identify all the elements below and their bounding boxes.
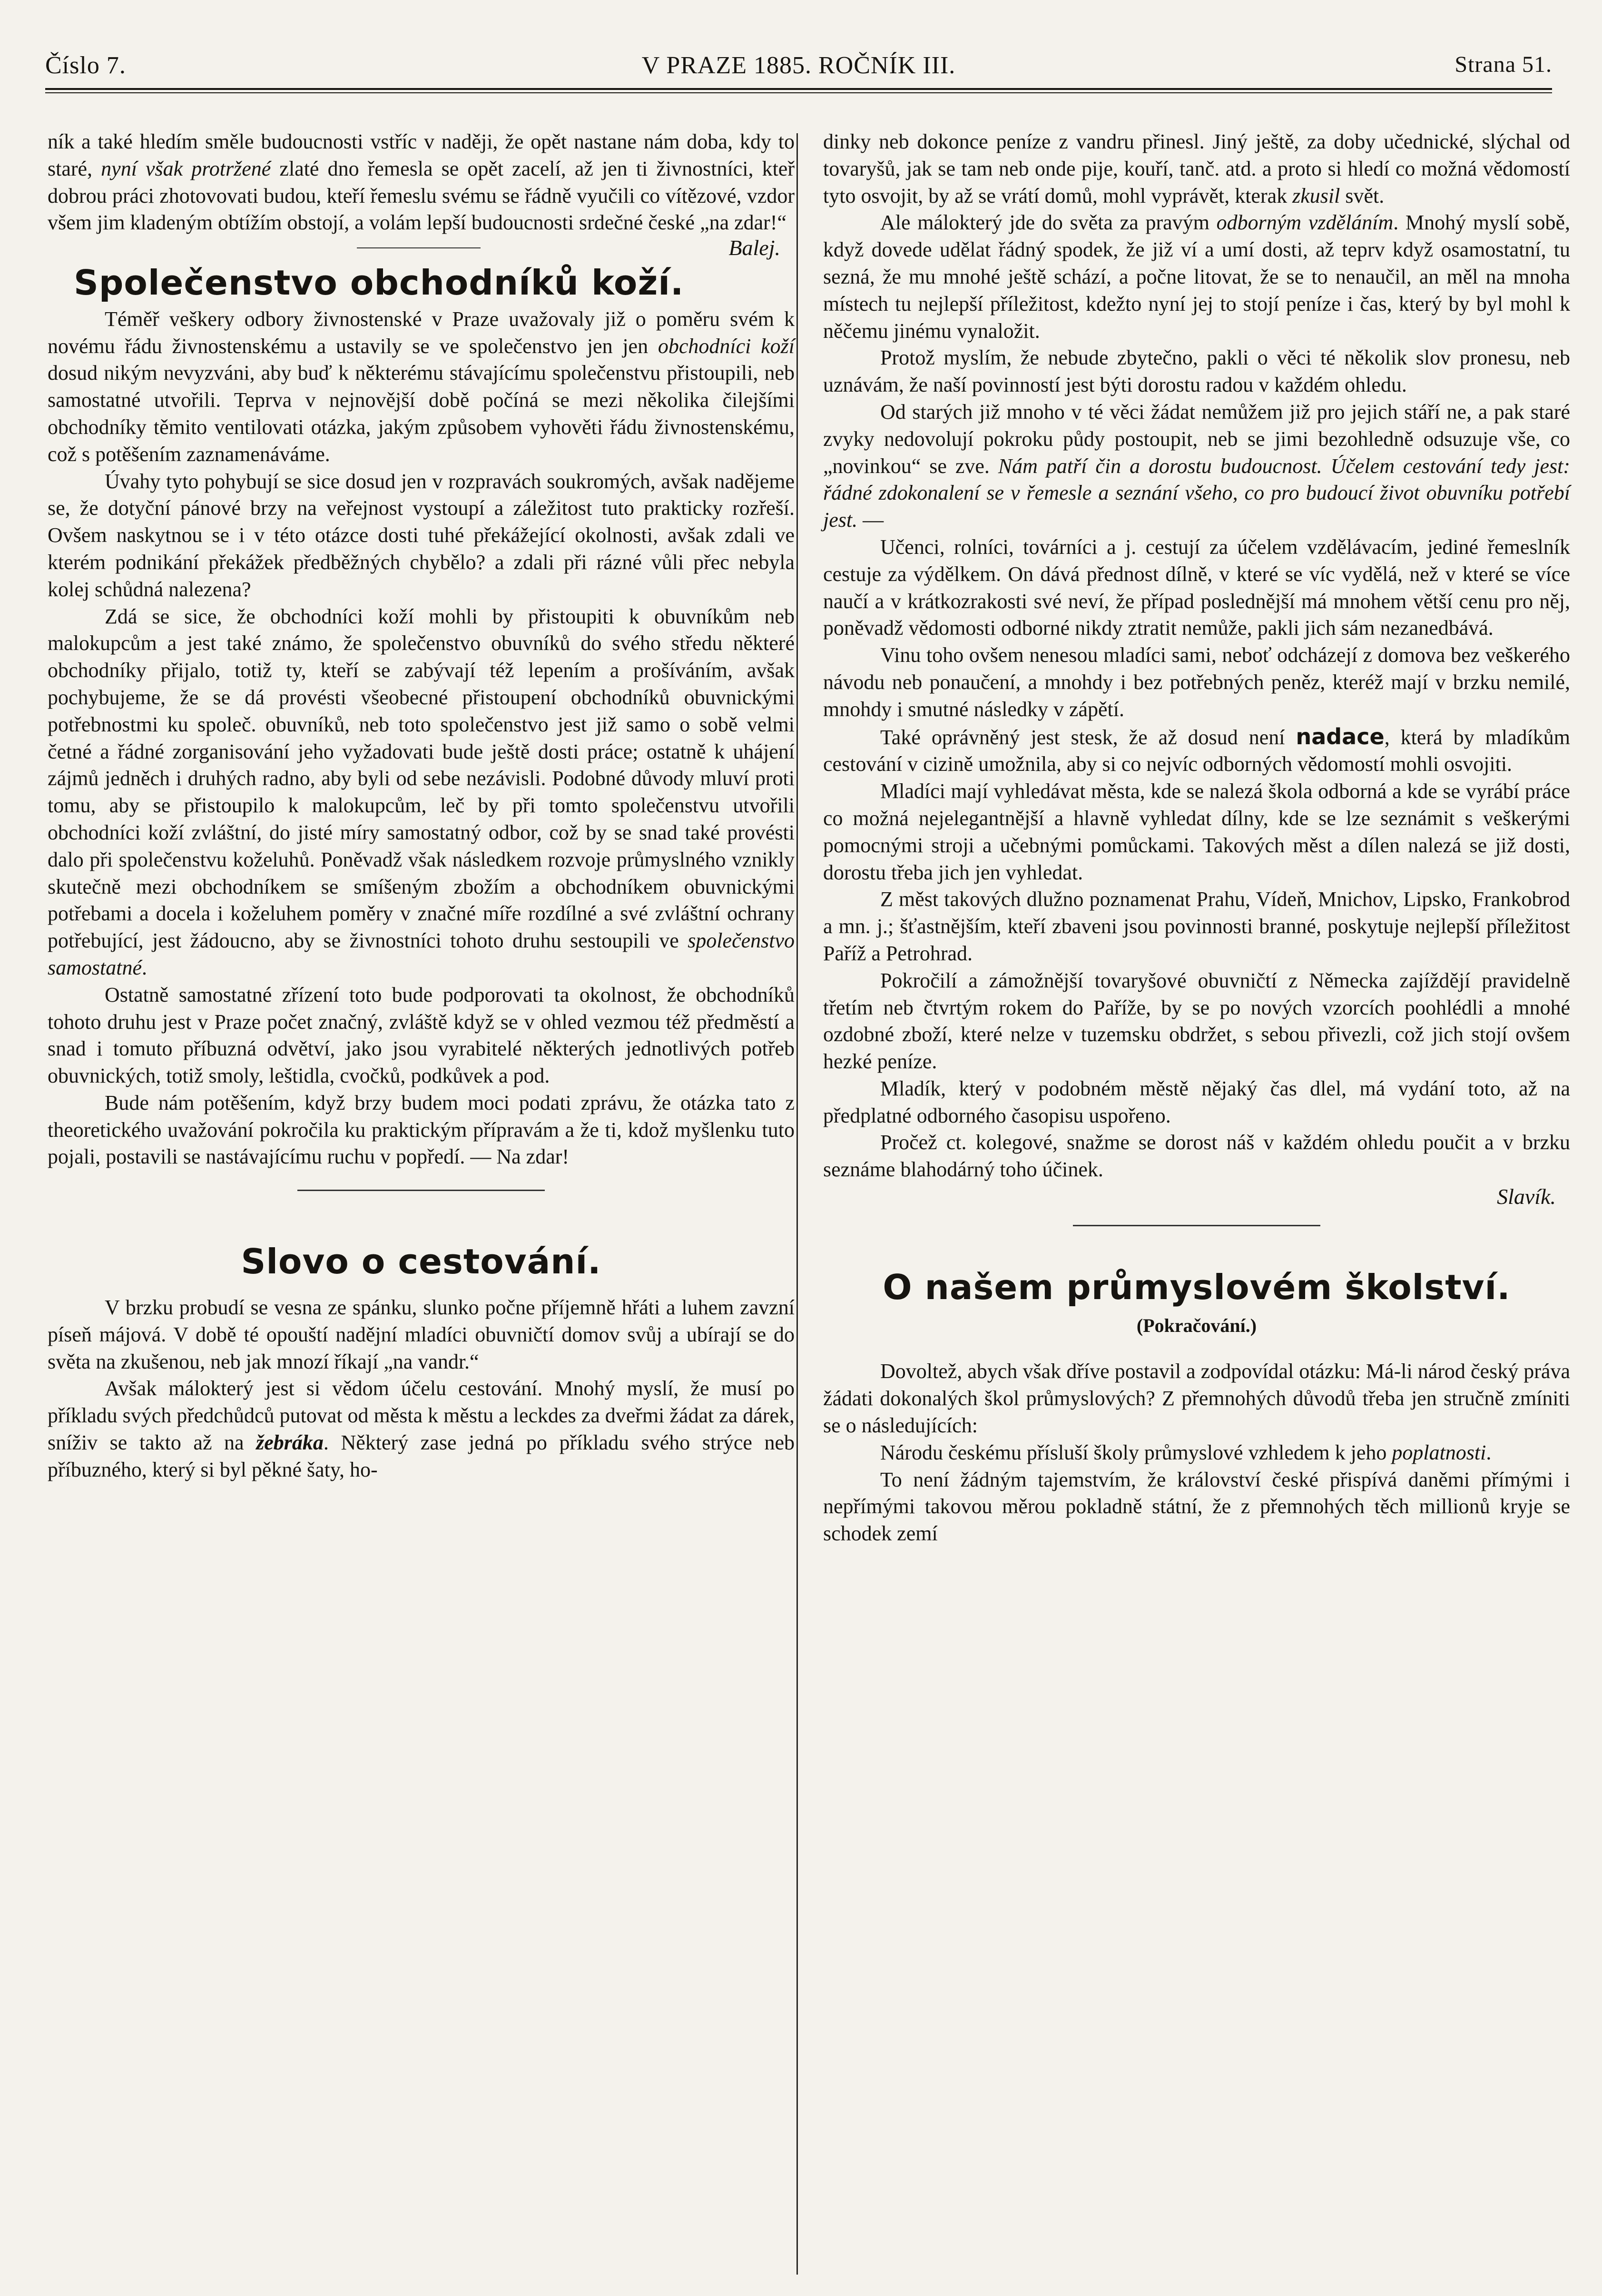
article2-paragraph-1: V brzku probudí se vesna ze spánku, slunko počne příjemně hřáti a luhem zavzní píseň májová. V době té opouští nadějní mladíci obuvničtí domov svůj a ubírají se do světa na zkušenou, neb jak mnozí říkají „na vandr.“ bbox=[48, 1296, 795, 1373]
right-paragraph-5: Učenci, rolníci, továrníci a j. cestují za účelem vzdělávacím, jediné řemeslník cestuje za výdělkem. On dává přednost dílně, v které se víc vydělá, než v které se více naučí a v krátkozrakosti své neví, že případ poslednější má mnohem větší cenu pro něj, poněvadž vědomosti odborné nikdy ztratit nemůže, pakli jich sám nezanedbává. bbox=[823, 535, 1570, 640]
article-title-spolecenstvo: Společenstvo obchodníků koží. bbox=[74, 262, 684, 303]
article1-paragraph-1: Téměř veškery odbory živnostenské v Praze uvažovaly již o poměru svém k novému řádu živnostenskému a ustavily se ve společenstvo jen jen obchodníci koží dosud nikým nevyzváni, aby buď k některému stávajícímu společenstvu přistoupili, neb samostatné utvořili. Teprva v nejnovější době počíná se mezi několika čilejšími obchodníky těmito ventilovati otázka, jakým způsobem vyhověti řádu živnostenskému, což s potěšením zaznamenáváme. bbox=[48, 307, 795, 466]
right-paragraph-4: Od starých již mnoho v té věci žádat nemůžem již pro jejich stáří ne, a pak staré zvyky nedovolují pokroku půdy postoupit, neb se jimi bezohledně odsuzuje vše, co „novinkou“ se zve. Nám patří čin a dorostu budoucnost. Účelem cestování tedy jest: řádné zdokonalení se v řemesle a seznání všeho, co pro budoucí život obuvníku potřebí jest. — bbox=[823, 400, 1570, 532]
article1-paragraph-2: Úvahy tyto pohybují se sice dosud jen v rozpravách soukromých, avšak nadějeme se, že dotyční pánové brzy na veřejnost vystoupí a záležitost tuto prakticky rozřeší. Ovšem naskytnou se i v této otázce dosti tuhé překážející okolnosti, avšak zdali ve kterém podnikání překážek předběžných chybělo? a zdali při rázné vůli přec nebyla kolej schůdná nalezena? bbox=[48, 469, 795, 601]
article-separator bbox=[297, 1190, 545, 1191]
article-title-cestovani: Slovo o cestování. bbox=[241, 1242, 601, 1282]
article-separator bbox=[357, 247, 481, 248]
right-paragraph-12: Pročež ct. kolegové, snažme se dorost náš v každém ohledu poučit a v brzku seznáme blahodárný toho účinek. bbox=[823, 1131, 1570, 1182]
intro-signature: Balej. bbox=[728, 236, 780, 260]
article1-paragraph-3: Zdá se sice, že obchodníci koží mohli by přistoupiti k obuvníkům neb malokupcům a jest také známo, že společenstvo obuvníků do svého středu některé obchodníky přijalo, totiž ty, kteří se zabývají též lepením a prošíváním, avšak pochybujeme, že se dá provésti všeobecné přistoupení obchodníků obuvnickými potřebnostmi ku společ. obuvníků, neb toto společenstvo jest již samo o sobě velmi četné a řádné zorganisování jeho vyžadovati bude ještě dosti práce; ostatně k uhájení zájmů jedněch i druhých radno, aby byli od sebe nezávisli. Podobné důvody mluví proti tomu, aby se přistoupilo k malokupcům, leč by při tomto společenstvu utvořili obchodníci koží zvláštní, do jisté míry samostatný odbor, což by se snad také provésti dalo při společenstvu koželuhů. Poněvadž však následkem rozvoje průmyslného vznikly skutečně mezi obchodníkem se smíšeným zbožím a obchodníkem obuvnickými potřebami a docela i koželuhem poměry v značné míře rozdílné a své zvláštní ochrany potřebující, jest žádoucno, aby se živnostníci tohoto druhu sestoupili ve společenstvo samostatné. bbox=[48, 604, 795, 979]
page-number: Strana 51. bbox=[1455, 52, 1552, 77]
column-divider bbox=[796, 133, 798, 2275]
right-paragraph-7: Také oprávněný jest stesk, že až dosud není nadace, která by mladíkům cestování v cizině umožnila, aby si co nejvíc odborných vědomostí mohli osvojiti. bbox=[823, 723, 1570, 776]
article1-paragraph-5: Bude nám potěšením, když brzy budem moci podati zprávu, že otázka tato z theoretického uvažování pokročila ku praktickým přípravám a že ti, kdož myšlenku tuto pojali, postavili se nastávajícímu ruchu v popředí. — Na zdar! bbox=[48, 1091, 795, 1169]
article3-paragraph-3: To není žádným tajemstvím, že království české přispívá daněmi přímými i nepřímými takovou měrou pokladně státní, že z přemnohých těch millionů kryje se schodek zemí bbox=[823, 1468, 1570, 1546]
right-column bbox=[823, 128, 1570, 1547]
article-separator bbox=[1073, 1225, 1320, 1226]
article1-paragraph-4: Ostatně samostatné zřízení toto bude podporovati ta okolnost, že obchodníků tohoto druhu jest v Praze počet značný, zvláště když se v ohled vezmou též předměstí a snad i tomuto příbuzná odvětví, jako jsou vyrabitelé některých jednotlivých potřeb obuvnických, totiž smoly, leštidla, cvočků, podkůvek a pod. bbox=[48, 983, 795, 1088]
issue-number: Číslo 7. bbox=[45, 52, 126, 79]
article-signature-slavik: Slavík. bbox=[1497, 1184, 1556, 1209]
page-header bbox=[45, 48, 1552, 86]
emphasis-nadace: nadace bbox=[1296, 723, 1385, 749]
right-paragraph-9: Z měst takových dlužno poznamenat Prahu, Vídeň, Mnichov, Lipsko, Frankobrod a mn. j.; šťastnějším, kteří zbaveni jsou povinnosti branné, poskytuje nejlepší příležitost Paříž a Petrohrad. bbox=[823, 887, 1570, 965]
intro-paragraph: ník a také hledím směle budoucnosti vstříc v naději, že opět nastane nám doba, kdy to staré, nyní však protržené zlaté dno řemesla se opět zacelí, až jen ti živnostníci, kteř dobrou práci zhotovovati budou, kteří řemeslu svému se řádně vyučili co vítězové, vzdor všem jim kladeným obtížím obstojí, a volám lepší budoucnosti srdečné české „na zdar!“ bbox=[48, 130, 795, 235]
article3-paragraph-2: Národu českému přísluší školy průmyslové vzhledem k jeho poplatnosti. bbox=[880, 1440, 1492, 1464]
right-paragraph-8: Mladíci mají vyhledávat města, kde se nalezá škola odborná a kde se vyrábí práce co možná nejelegantnější a hlavně vyhledat dílny, kde se lze seznámit s veškerými pomocnými stroji a učebnými pomůckami. Takových měst a dílen nalezá se již dosti, dorostu třeba jich jen vyhledat. bbox=[823, 779, 1570, 884]
right-paragraph-3: Protož myslím, že nebude zbytečno, pakli o věci té několik slov pronesu, neb uznávám, že naší povinností jest býti dorostu radou v každém ohledu. bbox=[823, 346, 1570, 397]
right-paragraph-6: Vinu toho ovšem nenesou mladíci sami, neboť odcházejí z domova bez veškerého návodu neb ponaučení, a mnohdy i bez potřebných peněz, kteréž mají v brzku nemilé, mnohdy i smutné následky v zápětí. bbox=[823, 643, 1570, 721]
left-column bbox=[48, 128, 795, 1484]
article-subtitle: (Pokračování.) bbox=[1136, 1314, 1257, 1336]
right-paragraph-2: Ale málokterý jde do světa za pravým odborným vzděláním. Mnohý myslí sobě, když dovede udělat řádný spodek, že již ví a umí dosti, až teprv když osamostatní, tu sezná, že mu mnohé ještě schází, a počne litovat, že se to nenaučil, an měl na mnoha místech tu nejlepší příležitost, kdežto nyní jej to stojí peníze i čas, který by byl mohl k něčemu jinému vynaložit. bbox=[823, 211, 1570, 343]
masthead-line: V PRAZE 1885. ROČNÍK III. bbox=[641, 52, 956, 79]
right-paragraph-10: Pokročilí a zámožnější tovaryšové obuvničtí z Německa zajíždějí pravidelně třetím neb čtvrtým rokem do Paříže, by se po nových vzorcích poohlédli a mnohé ozdobné zboží, které nelze v tuzemsku obdržet, s sebou přivezli, což jich stojí ovšem hezké peníze. bbox=[823, 968, 1570, 1074]
article-title-skolstvi: O našem průmyslovém školství. bbox=[883, 1267, 1511, 1307]
header-rule-thin bbox=[45, 92, 1552, 93]
right-paragraph-1: dinky neb dokonce peníze z vandru přinesl. Jiný ještě, za doby učednické, slýchal od tovaryšů, jak se tam neb onde pije, kouří, tanč. atd. a proto si hledí co možná vědomostí tyto osvojit, by až se vrátí domů, mohl vyprávět, kterak zkusil svět. bbox=[823, 130, 1570, 207]
header-rule bbox=[45, 88, 1552, 90]
article2-paragraph-2: Avšak málokterý jest si vědom účelu cestování. Mnohý myslí, že musí po příkladu svých předchůdců putovat od města k městu a leckdes za dveřmi žádat za dárek, sníživ se takto až na žebráka. Některý zase jedná po příkladu svého strýce neb příbuzného, který si byl pěkné šaty, ho- bbox=[48, 1377, 795, 1481]
article3-paragraph-1: Dovoltež, abych však dříve postavil a zodpovídal otázku: Má-li národ český práva žádati dokonalých škol průmyslových? Z přemnohých důvodů třeba jen stručně zmíniti se o následujících: bbox=[823, 1360, 1570, 1438]
right-paragraph-11: Mladík, který v podobném městě nějaký čas dlel, má vydání toto, až na předplatné odborného časopisu uspořeno. bbox=[823, 1076, 1570, 1127]
